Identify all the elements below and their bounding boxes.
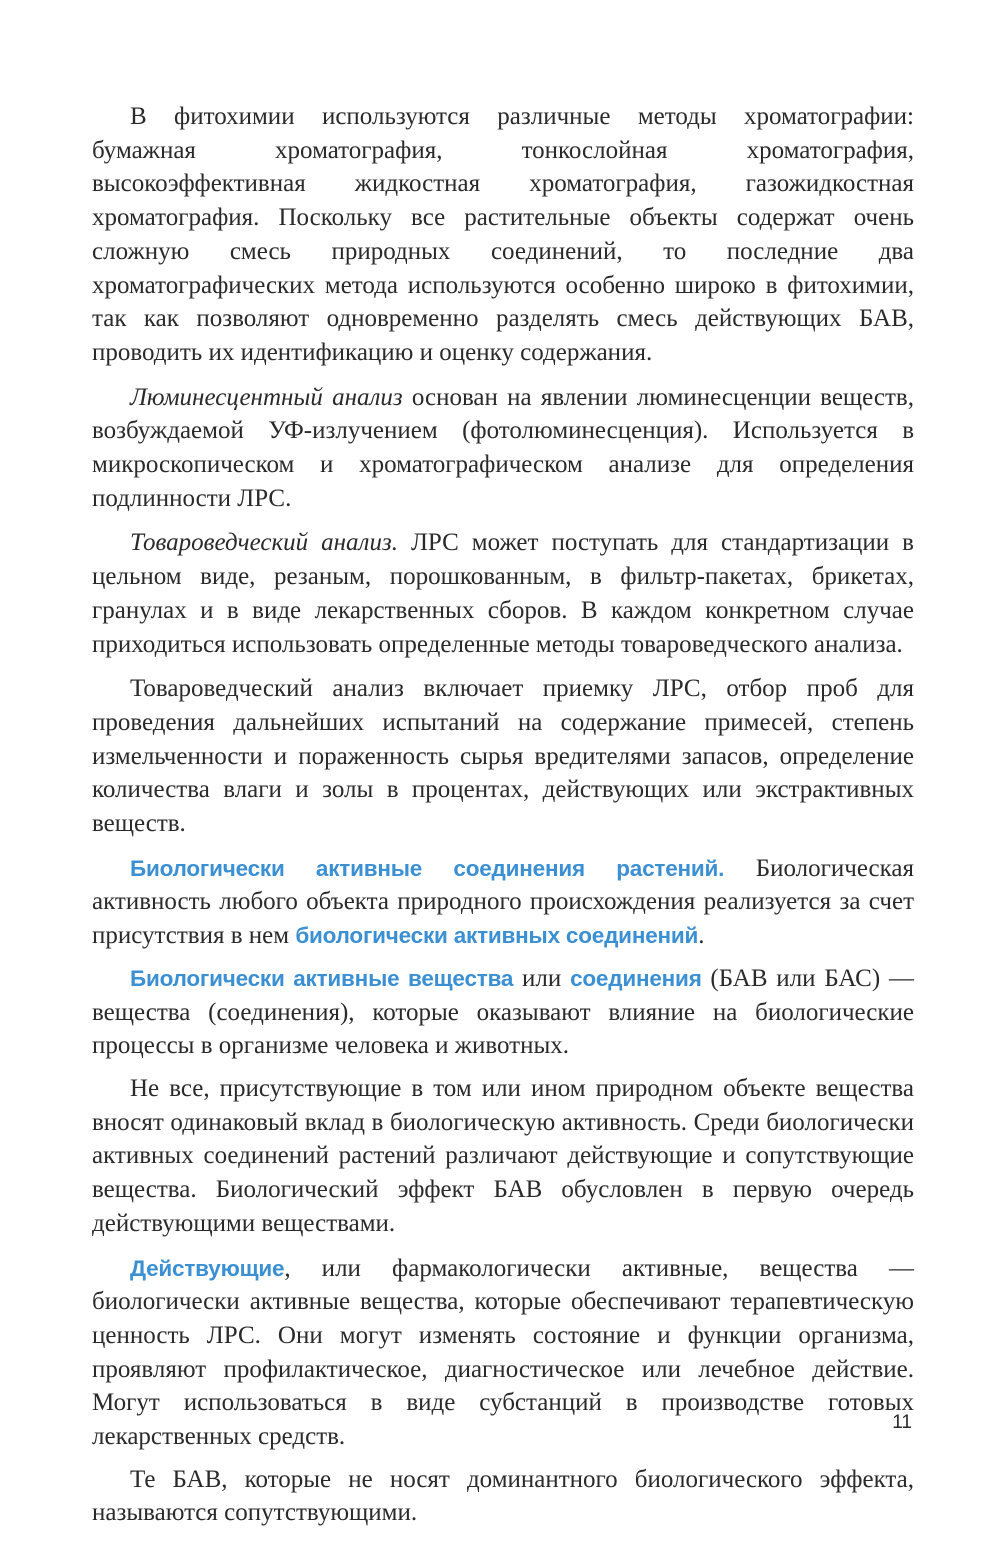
paragraph-text: , или фармакологически активные, вещества — биологически активные вещества, которые обеспечивают терапевтическую ценность ЛРС. Они могут изменять состояние и функции организма, проявляют профилактическое, диагностическое или лечебное действие. Могут использоваться в виде субстанций в производстве готовых лекарственных средств.	[92, 1254, 914, 1451]
paragraph-active-substances	[92, 1252, 914, 1454]
paragraph-text: ЛРС может поступать для стандартизации в цельном виде, резаным, порошкованным, в фильтр-пакетах, брикетах, гранулах и в виде лекарственных сборов. В каждом конкретном случае приходиться использовать определенные методы товароведческого анализа.	[92, 529, 914, 658]
page-body	[92, 100, 914, 1541]
paragraph-text: (БАВ или БАС) — вещества (соединения), которые оказывают влияние на биологические процессы в организме человека и животных.	[92, 964, 914, 1060]
paragraph-active-and-accompanying: Не все, присутствующие в том или ином природном объекте вещества вносят одинаковый вклад в биологическую активность. Среди биологически активных соединений растений различают действующие и сопутствующие вещества. Биологический эффект БАВ обусловлен в первую очередь действующими веществами.	[92, 1074, 914, 1237]
term-luminescent-analysis: Люминесцентный анализ	[130, 383, 403, 411]
term-active-substances: Действующие	[130, 1255, 285, 1281]
paragraph-commodity-analysis-details: Товароведческий анализ включает приемку ЛРС, отбор проб для проведения дальнейших испытаний на содержание примесей, степень измельченности и пораженность сырья вредителями запасов, определение количества влаги и золы в процентах, действующих или экстрактивных веществ.	[92, 675, 914, 838]
paragraph-bioactive-substances	[92, 962, 914, 1063]
page-number: 11	[892, 1412, 912, 1433]
paragraph-bioactive-compounds	[92, 852, 914, 953]
term-bioactive-substances: Биологически активные вещества	[130, 965, 514, 991]
paragraph-commodity-analysis	[92, 526, 914, 661]
paragraph-text: Биологическая активность любого объекта природного происхождения реализуется за счет присутствия в нем	[92, 854, 914, 950]
term-compounds: соединения	[570, 965, 702, 991]
term-commodity-analysis: Товароведческий анализ.	[130, 529, 398, 557]
paragraph-chromatography: В фитохимии используются различные методы хроматографии: бумажная хроматография, тонкослойная хроматография, высокоэффективная жидкостная хроматография, газожидкостная хроматография. Поскольку все растительные объекты содержат очень сложную смесь природных соединений, то последние два хроматографических метода используются особенно широко в фитохимии, так как позволяют одновременно разделять смесь действующих БАВ, проводить их идентификацию и оценку содержания.	[92, 103, 914, 366]
paragraph-luminescent-analysis	[92, 381, 914, 516]
term-bioactive-plant-compounds: Биологически активные соединения растений.	[130, 855, 725, 881]
paragraph-text: основан на явлении люминесценции веществ, возбуждаемой УФ-излучением (фотолюминесценция). Используется в микроскопическом и хроматографическом анализе для определения подлинности ЛРС.	[92, 383, 914, 512]
paragraph-accompanying-substances: Те БАВ, которые не носят доминантного биологического эффекта, называются сопутствующими.	[92, 1465, 914, 1527]
paragraph-text: или	[513, 964, 571, 992]
term-bioactive-compounds: биологически активных соединений	[295, 923, 699, 949]
paragraph-text: .	[698, 922, 705, 950]
